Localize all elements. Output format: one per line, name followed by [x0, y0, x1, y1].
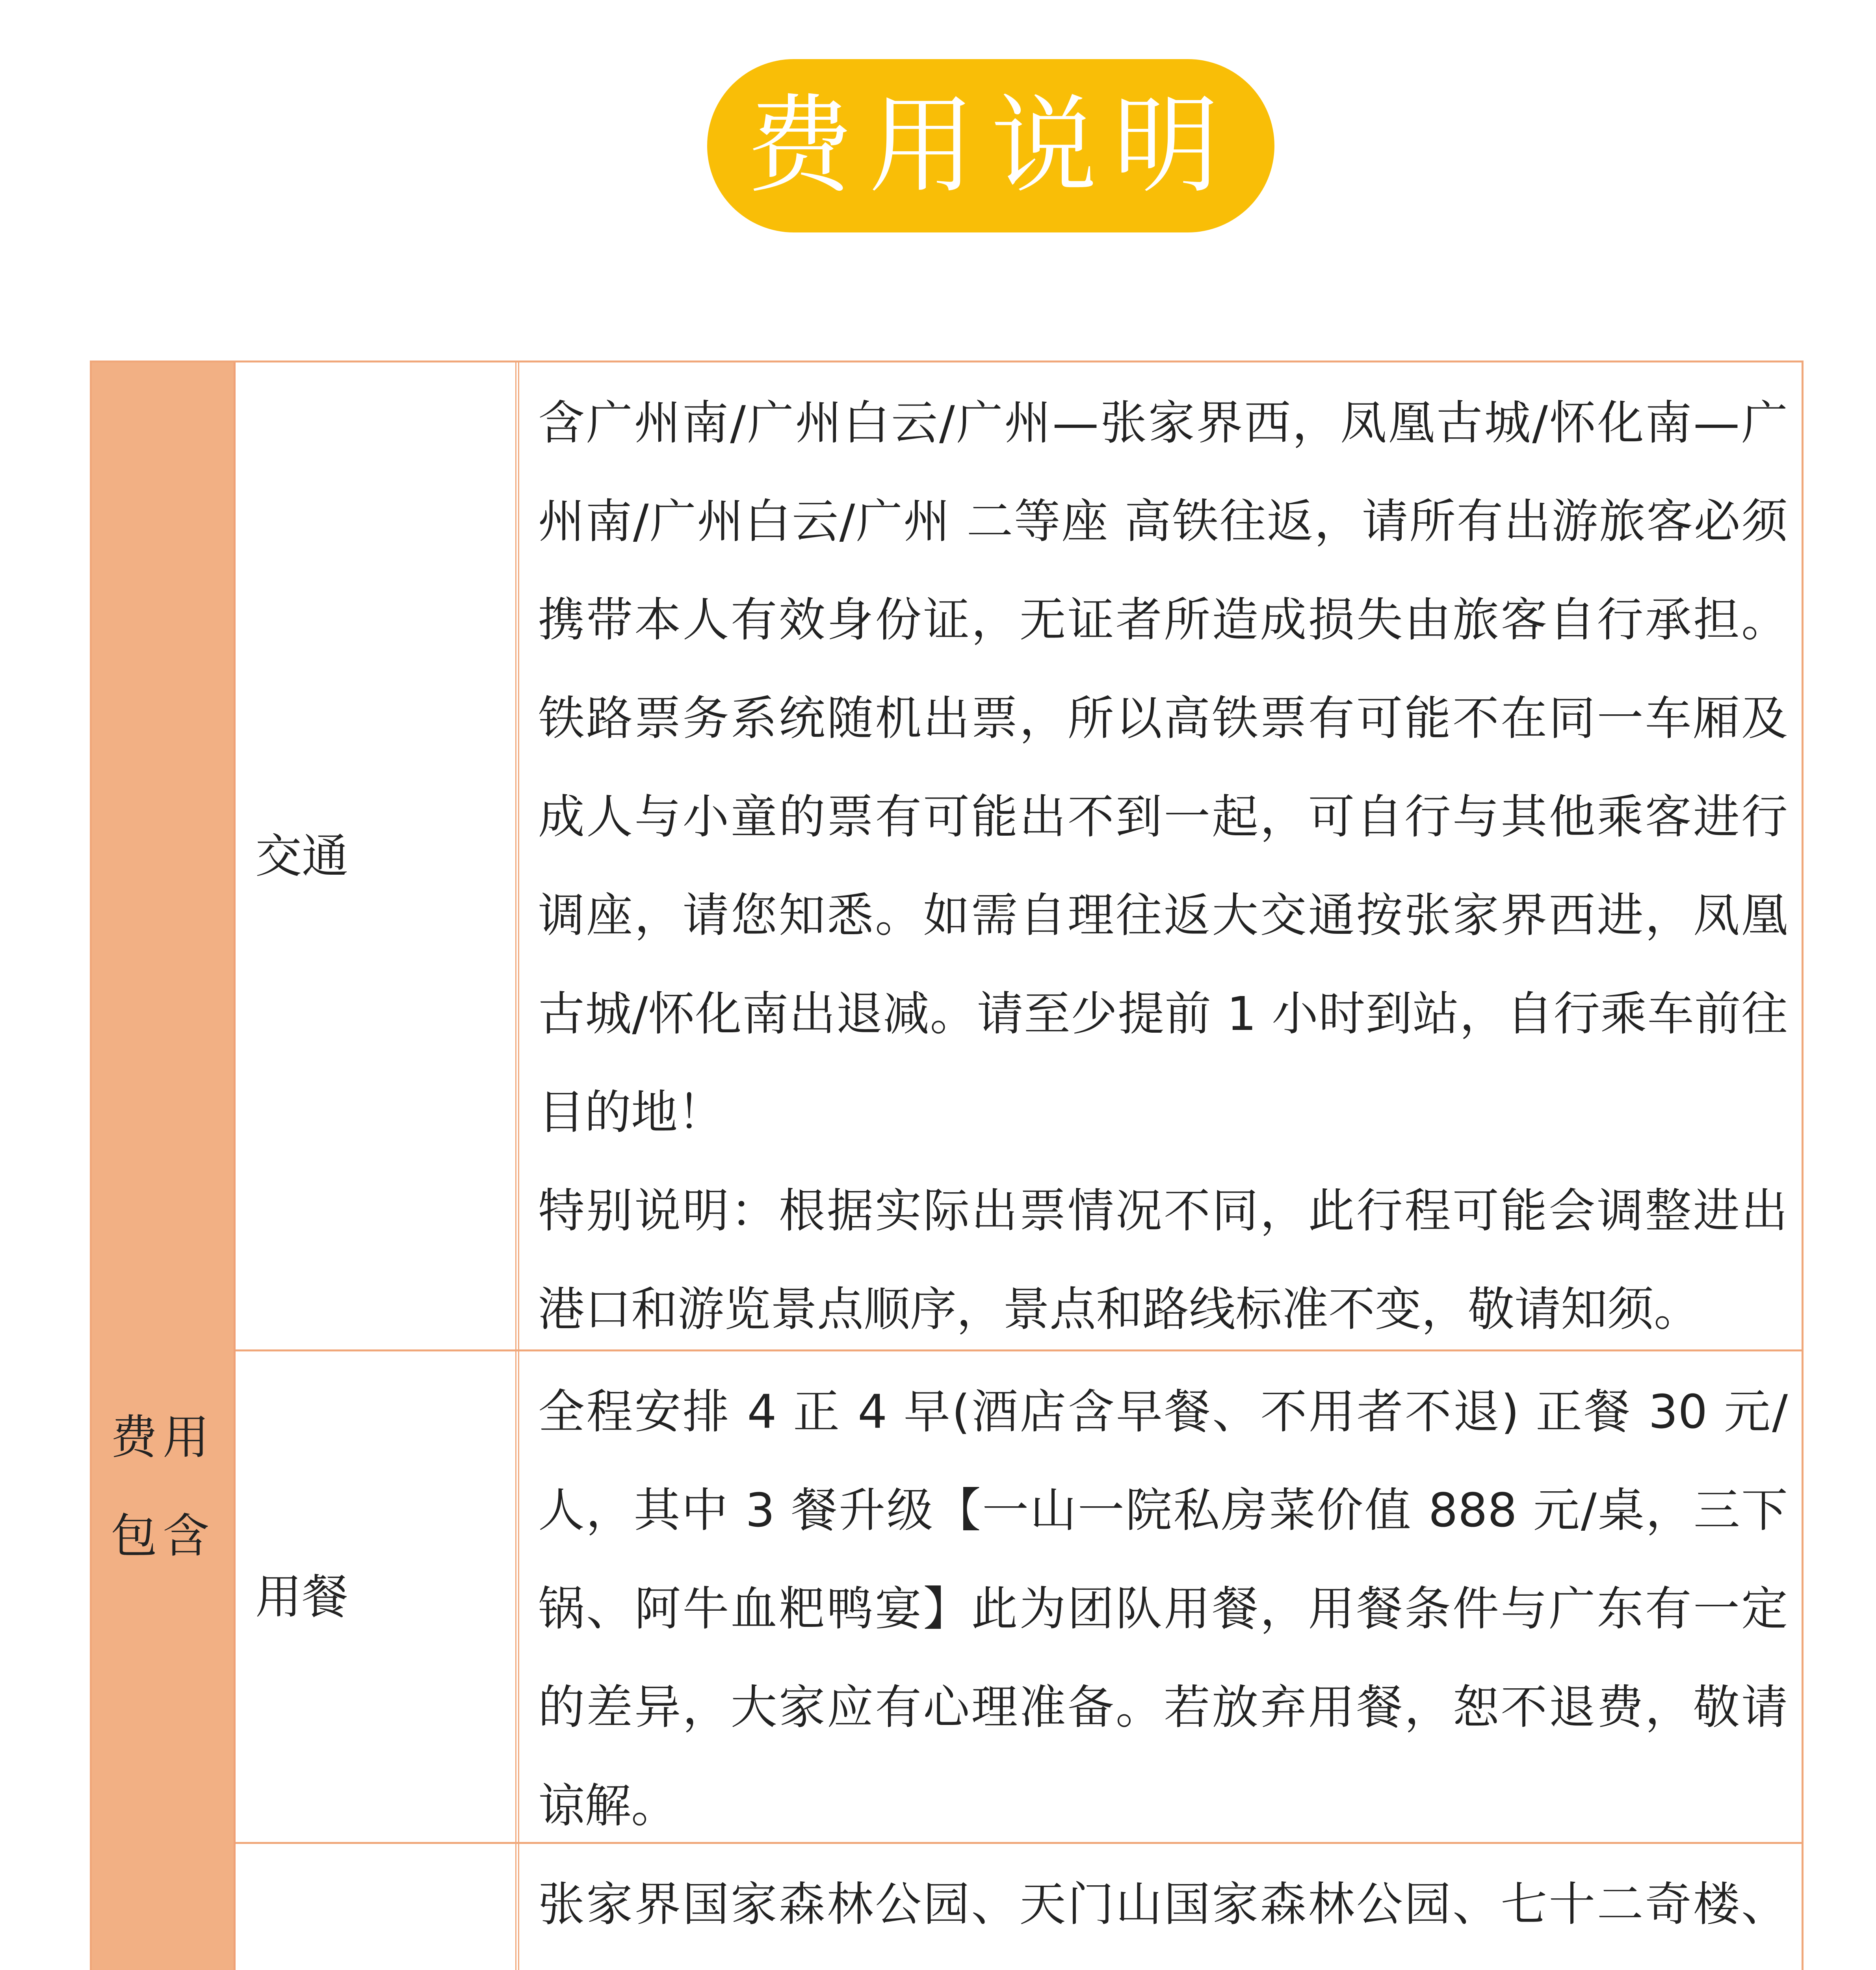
table-row-tickets	[236, 1844, 1804, 1970]
item-label-meals: 用餐	[255, 1569, 349, 1624]
desc-cell-tickets	[519, 1844, 1804, 1970]
page-title: 费用说明	[747, 84, 1235, 208]
desc-paragraph: 张家界国家森林公园、天门山国家森林公园、七十二奇楼、	[538, 1877, 1788, 1931]
category-cell	[92, 362, 236, 1970]
category-label: 费用包含	[110, 1410, 215, 1563]
item-label-transport: 交通	[255, 829, 349, 883]
fee-table	[90, 361, 1804, 1970]
item-cell-meals	[236, 1351, 519, 1842]
item-cell-transport	[236, 362, 519, 1349]
desc-paragraph: 全程安排 4 正 4 早(酒店含早餐、不用者不退) 正餐 30 元/人，其中 3 餐升级【一山一院私房菜价值 888 元/桌，三下锅、阿牛血粑鸭宴】此为团队用餐，用餐条件与广东有一定的差异，大家应有心理准备。若放弃用餐，恕不退费，敬请谅解。	[538, 1385, 1788, 1833]
desc-paragraph: 含广州南/广州白云/广州—张家界西，凤凰古城/怀化南—广州南/广州白云/广州 二等座 高铁往返，请所有出游旅客必须携带本人有效身份证，无证者所造成损失由旅客自行承担。铁路票务系统随机出票，所以高铁票有可能不在同一车厢及成人与小童的票有可能出不到一起，可自行与其他乘客进行调座，请您知悉。如需自理往返大交通按张家界西进，凤凰古城/怀化南出退减。请至少提前 1 小时到站，自行乘车前往目的地！	[538, 396, 1788, 1139]
desc-cell-transport	[519, 362, 1804, 1349]
item-cell-tickets	[236, 1844, 519, 1970]
page-title-badge	[707, 59, 1274, 232]
table-row-meals	[236, 1351, 1804, 1844]
desc-paragraph: 特别说明：根据实际出票情况不同，此行程可能会调整进出港口和游览景点顺序，景点和路线标准不变，敬请知须。	[538, 1184, 1788, 1336]
desc-cell-meals	[519, 1351, 1804, 1842]
table-row-transport	[236, 362, 1804, 1351]
